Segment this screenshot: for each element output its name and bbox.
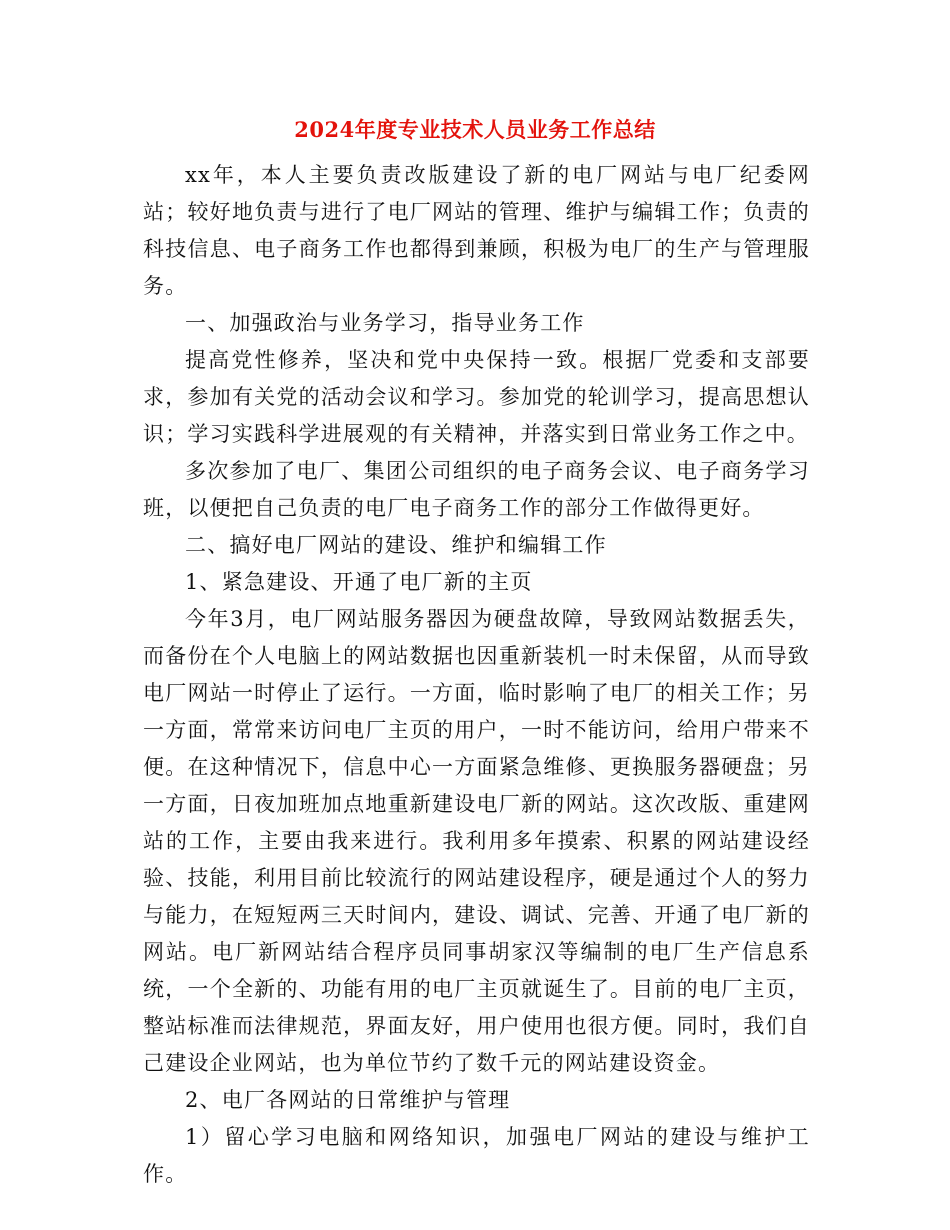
list-item: 1）留心学习电脑和网络知识，加强电厂网站的建设与维护工作。 <box>143 1125 810 1186</box>
section-heading-1: 一、加强政治与业务学习，指导业务工作 <box>185 311 585 335</box>
paragraph: 今年3月，电厂网站服务器因为硬盘故障，导致网站数据丢失，而备份在个人电脑上的网站数据也因重新装机一时未保留，从而导致电厂网站一时停止了运行。一方面，临时影响了电厂的相关工作；另一方面，常常来访问电厂主页的用户，一时不能访问，给用户带来不便。在这种情况下，信息中心一方面紧急维修、更换服务器硬盘；另一方面，日夜加班加点地重新建设电厂新的网站。这次改版、重建网站的工作，主要由我来进行。我利用多年摸索、积累的网站建设经验、技能，利用目前比较流行的网站建设程序，硬是通过个人的努力与能力，在短短两三天时间内，建设、调试、完善、开通了电厂新的网站。电厂新网站结合程序员同事胡家汉等编制的电厂生产信息系统，一个全新的、功能有用的电厂主页就诞生了。目前的电厂主页，整站标准而法律规范，界面友好，用户使用也很方便。同时，我们自己建设企业网站，也为单位节约了数千元的网站建设资金。 <box>143 607 810 1075</box>
paragraph: 多次参加了电厂、集团公司组织的电子商务会议、电子商务学习班，以便把自己负责的电厂电子商务工作的部分工作做得更好。 <box>143 459 810 520</box>
subsection-heading-2: 2、电厂各网站的日常维护与管理 <box>185 1088 511 1112</box>
paragraph: 提高党性修养，坚决和党中央保持一致。根据厂党委和支部要求，参加有关党的活动会议和学习。参加党的轮训学习，提高思想认识；学习实践科学进展观的有关精神，并落实到日常业务工作之中。 <box>143 348 810 446</box>
document-title: 2024年度专业技术人员业务工作总结 <box>294 117 656 142</box>
document-body <box>143 157 810 1193</box>
section-heading-2: 二、搞好电厂网站的建设、维护和编辑工作 <box>185 533 607 557</box>
subsection-heading-1: 1、紧急建设、开通了电厂新的主页 <box>185 570 533 594</box>
paragraph-intro: xx年，本人主要负责改版建设了新的电厂网站与电厂纪委网站；较好地负责与进行了电厂网站的管理、维护与编辑工作；负责的科技信息、电子商务工作也都得到兼顾，积极为电厂的生产与管理服务。 <box>143 163 810 298</box>
